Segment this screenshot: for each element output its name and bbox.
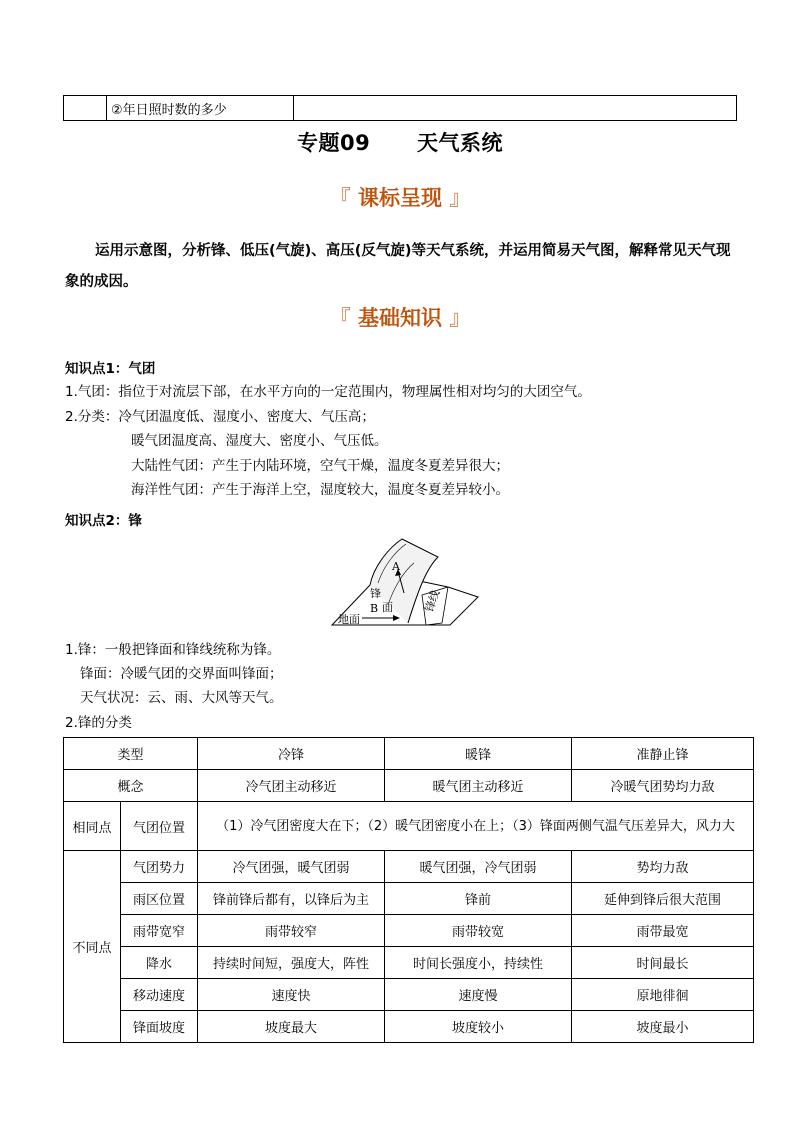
table-row bbox=[64, 96, 737, 121]
table-cell: 雨带较宽 bbox=[385, 915, 572, 947]
table-row bbox=[64, 1011, 754, 1043]
table-cell: 暖气团强，冷气团弱 bbox=[385, 851, 572, 883]
table-row bbox=[64, 802, 754, 851]
table-cell: 坡度较小 bbox=[385, 1011, 572, 1043]
table-cell: 雨带宽窄 bbox=[121, 915, 198, 947]
table-cell: 相同点 bbox=[64, 802, 121, 851]
table-cell: 冷气团强，暖气团弱 bbox=[198, 851, 385, 883]
table-header-cell: 准静止锋 bbox=[572, 738, 754, 770]
top-table bbox=[63, 95, 737, 121]
label-front-line: 锋线 bbox=[422, 588, 443, 614]
intro-paragraph: 运用示意图，分析锋、低压(气旋)、高压(反气旋)等天气系统，并运用简易天气图，解释常见天气现象的成因。 bbox=[65, 243, 731, 290]
section-heading-label: 课标呈现 bbox=[358, 186, 442, 210]
kp1-line: 暖气团温度高、湿度大、密度小、气压低。 bbox=[131, 433, 388, 449]
kp1-line: 大陆性气团：产生于内陆环境，空气干燥，温度冬夏差异很大； bbox=[131, 458, 509, 474]
table-cell: 锋前锋后都有，以锋后为主 bbox=[198, 883, 385, 915]
table-cell: 原地徘徊 bbox=[572, 979, 754, 1011]
table-cell: 坡度最小 bbox=[572, 1011, 754, 1043]
table-row bbox=[64, 738, 754, 770]
table-row bbox=[64, 770, 754, 802]
arrow-b-head bbox=[393, 615, 400, 621]
table-cell bbox=[64, 96, 107, 121]
table-row bbox=[64, 883, 754, 915]
table-header-cell: 冷锋 bbox=[198, 738, 385, 770]
table-cell: 持续时间短，强度大，阵性 bbox=[198, 947, 385, 979]
table-cell: 时间最长 bbox=[572, 947, 754, 979]
table-cell: 气团位置 bbox=[121, 802, 198, 851]
table-cell: 气团势力 bbox=[121, 851, 198, 883]
label-b: B bbox=[370, 602, 379, 615]
table-header-cell: 类型 bbox=[64, 738, 198, 770]
bracket-close: 』 bbox=[449, 306, 471, 330]
table-cell: 雨带最宽 bbox=[572, 915, 754, 947]
section-heading-standard bbox=[0, 182, 800, 212]
kp1-line: 海洋性气团：产生于海洋上空，湿度较大，温度冬夏差异较小。 bbox=[131, 482, 509, 498]
kp1-line: 1.气团：指位于对流层下部，在水平方向的一定范围内，物理属性相对均匀的大团空气。 bbox=[65, 384, 591, 400]
table-cell: 雨区位置 bbox=[121, 883, 198, 915]
table-row bbox=[64, 979, 754, 1011]
table-cell: 不同点 bbox=[64, 851, 121, 1043]
table-cell: ②年日照时数的多少 bbox=[107, 96, 294, 121]
front-diagram bbox=[330, 535, 480, 630]
table-cell: 坡度最大 bbox=[198, 1011, 385, 1043]
table-row bbox=[64, 947, 754, 979]
label-front-surface: 锋 bbox=[370, 587, 381, 600]
bracket-open: 『 bbox=[329, 306, 351, 330]
table-cell bbox=[294, 96, 737, 121]
kp2-line: 2.锋的分类 bbox=[65, 715, 132, 731]
table-cell: 势均力敌 bbox=[572, 851, 754, 883]
table-cell: 速度快 bbox=[198, 979, 385, 1011]
table-cell: 雨带较窄 bbox=[198, 915, 385, 947]
kp2-line: 1.锋：一般把锋面和锋线统称为锋。 bbox=[65, 642, 281, 658]
table-cell: 暖气团主动移近 bbox=[385, 770, 572, 802]
table-cell: 概念 bbox=[64, 770, 198, 802]
table-cell: （1）冷气团密度大在下；（2）暖气团密度小在上；（3）锋面两侧气温气压差异大，风力大 bbox=[198, 802, 754, 851]
kp2-line: 天气状况：云、雨、大风等天气。 bbox=[80, 690, 283, 706]
table-cell: 锋前 bbox=[385, 883, 572, 915]
section-heading-basics bbox=[0, 302, 800, 332]
label-a: A bbox=[392, 560, 400, 573]
page-title: 专题09 天气系统 bbox=[296, 131, 504, 155]
table-cell: 冷气团主动移近 bbox=[198, 770, 385, 802]
table-row bbox=[64, 915, 754, 947]
table-cell: 锋面坡度 bbox=[121, 1011, 198, 1043]
table-cell: 速度慢 bbox=[385, 979, 572, 1011]
label-front-surface: 面 bbox=[382, 601, 393, 614]
table-row bbox=[64, 851, 754, 883]
table-cell: 延伸到锋后很大范围 bbox=[572, 883, 754, 915]
table-header-cell: 暖锋 bbox=[385, 738, 572, 770]
label-ground: 地面 bbox=[338, 613, 360, 626]
kp2-line: 锋面：冷暖气团的交界面叫锋面； bbox=[80, 666, 283, 682]
kp2-heading: 知识点2：锋 bbox=[65, 513, 142, 529]
section-heading-label: 基础知识 bbox=[358, 306, 442, 330]
kp1-line: 2.分类：冷气团温度低、湿度小、密度大、气压高； bbox=[65, 409, 375, 425]
table-cell: 降水 bbox=[121, 947, 198, 979]
table-cell: 冷暖气团势均力敌 bbox=[572, 770, 754, 802]
bracket-open: 『 bbox=[329, 186, 351, 210]
kp1-heading: 知识点1：气团 bbox=[65, 361, 156, 377]
table-cell: 时间长强度小，持续性 bbox=[385, 947, 572, 979]
front-classification-table bbox=[63, 737, 754, 1043]
bracket-close: 』 bbox=[449, 186, 471, 210]
table-cell: 移动速度 bbox=[121, 979, 198, 1011]
